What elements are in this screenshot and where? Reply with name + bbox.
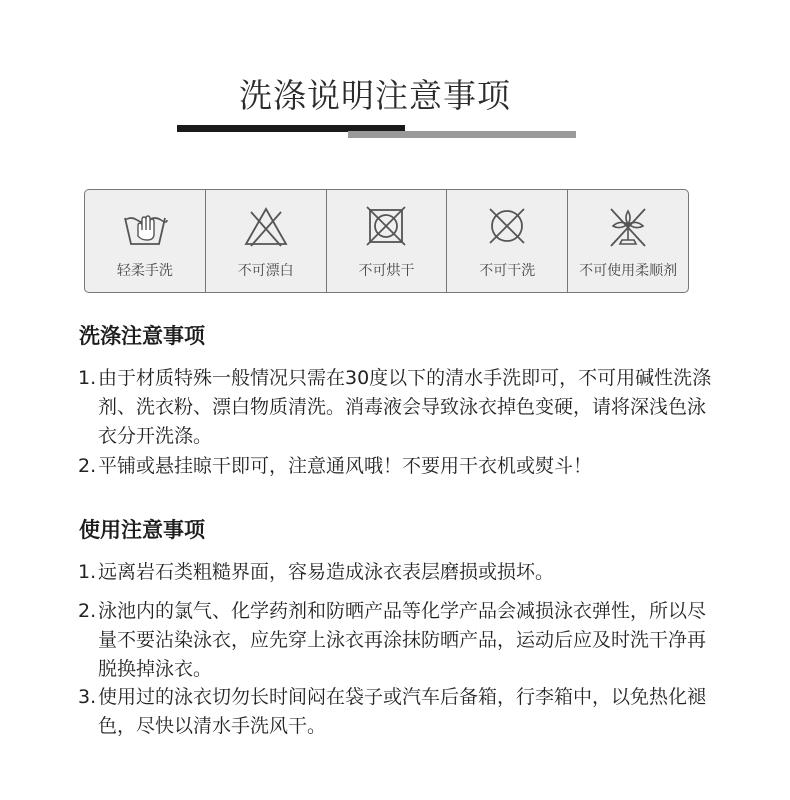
washing-section-heading: 洗涤注意事项: [79, 324, 205, 348]
care-label-no-softener: 不可使用柔顺剂: [579, 263, 678, 279]
no-softener-icon: [605, 206, 651, 248]
hand-wash-icon: [122, 206, 168, 248]
usage-item-3-number: 3.: [78, 686, 97, 708]
usage-item-2-number: 2.: [78, 600, 97, 622]
no-tumble-dry-icon: [363, 206, 409, 248]
washing-item-1-number: 1.: [78, 367, 97, 389]
washing-item-2: [78, 452, 718, 481]
usage-item-3: [78, 683, 718, 741]
care-label-no-tumble-dry: 不可烘干: [358, 263, 415, 279]
washing-item-1-text: 由于材质特殊一般情况只需在30度以下的清水手洗即可，不可用碱性洗涤剂、洗衣粉、漂白物质清洗。消毒液会导致泳衣掉色变硬，请将深浅色泳衣分开洗涤。: [98, 367, 712, 447]
washing-item-2-text: 平铺或悬挂晾干即可，注意通风哦！不要用干衣机或熨斗！: [98, 455, 593, 477]
washing-item-2-number: 2.: [78, 455, 97, 477]
care-item-hand-wash: [85, 190, 206, 292]
care-label-hand-wash: 轻柔手洗: [116, 263, 173, 279]
usage-item-3-text: 使用过的泳衣切勿长时间闷在袋子或汽车后备箱，行李箱中，以免热化褪色，尽快以清水手洗风干。: [98, 686, 707, 737]
title-underline-gray: [348, 131, 576, 138]
page-title: 洗涤说明注意事项: [239, 76, 511, 115]
care-item-no-bleach: [206, 190, 327, 292]
no-bleach-icon: [243, 206, 289, 248]
usage-item-1-number: 1.: [78, 561, 97, 583]
care-label-no-bleach: 不可漂白: [237, 263, 294, 279]
care-item-no-softener: [568, 190, 688, 292]
care-item-no-dry-clean: [447, 190, 568, 292]
care-item-no-tumble-dry: [327, 190, 448, 292]
usage-item-1: [78, 558, 718, 587]
usage-item-2-text: 泳池内的氯气、化学药剂和防晒产品等化学产品会减损泳衣弹性，所以尽量不要沾染泳衣，应先穿上泳衣再涂抹防晒产品，运动后应及时洗干净再脱换掉泳衣。: [98, 600, 707, 680]
washing-item-1: [78, 364, 718, 451]
care-icon-strip: [84, 189, 689, 293]
no-dry-clean-icon: [484, 206, 530, 248]
usage-section-heading: 使用注意事项: [79, 518, 205, 542]
usage-item-1-text: 远离岩石类粗糙界面，容易造成泳衣表层磨损或损坏。: [98, 561, 555, 583]
usage-item-2: [78, 597, 718, 684]
care-label-no-dry-clean: 不可干洗: [479, 263, 536, 279]
